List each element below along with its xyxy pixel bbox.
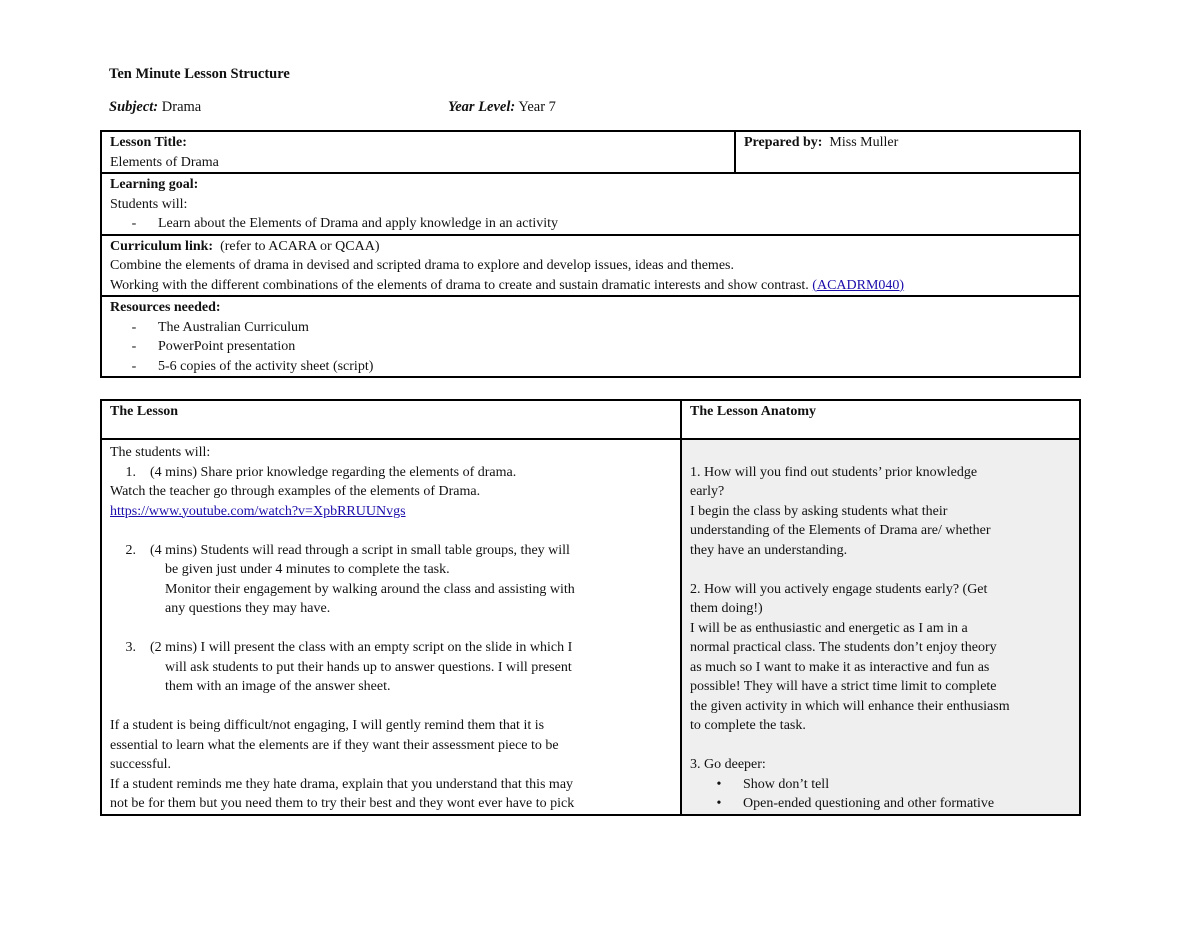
curriculum-line-1: Combine the elements of drama in devised and scripted drama to explore and develop issues, ideas and themes.	[110, 258, 734, 273]
lesson-table	[100, 399, 1081, 816]
curriculum-line-2: Working with the different combinations of the elements of drama to create and sustain dramatic interests and show contrast.	[110, 277, 809, 293]
anatomy-answer-2: the given activity in which will enhance their enthusiasm	[690, 698, 1010, 714]
lesson-title-label: Lesson Title:	[110, 135, 187, 150]
anatomy-answer-1: I begin the class by asking students what their	[690, 503, 948, 519]
lesson-header-cell	[101, 400, 681, 439]
document-title: Ten Minute Lesson Structure	[109, 66, 290, 82]
anatomy-question-2: them doing!)	[690, 601, 763, 616]
anatomy-answer-2: possible! They will have a strict time limit to complete	[690, 679, 997, 694]
lesson-intro: The students will:	[110, 445, 211, 460]
lesson-paragraph-line: not be for them but you need them to try their best and they wont ever have to pick	[110, 796, 575, 811]
lesson-header: The Lesson	[110, 404, 179, 419]
subject-label: Subject:	[109, 99, 159, 115]
anatomy-bullet-item: • Open-ended questioning and other formative	[690, 794, 1071, 814]
lesson-step-2-line: be given just under 4 minutes to complete the task.	[165, 562, 450, 577]
lesson-step-2-line: any questions they may have.	[165, 601, 331, 616]
lesson-title-value: Elements of Drama	[110, 154, 219, 170]
learning-goal-intro: Students will:	[110, 196, 188, 212]
learning-goal-label: Learning goal:	[110, 177, 199, 192]
bullet-icon: •	[716, 796, 722, 811]
lesson-step-3-line: them with an image of the answer sheet.	[165, 679, 391, 694]
curriculum-link-label: Curriculum link:	[110, 238, 214, 254]
resources-cell	[101, 296, 1080, 377]
lesson-paragraph-line: successful.	[110, 757, 172, 772]
lesson-title-cell	[101, 131, 735, 173]
curriculum-code-link[interactable]: (ACADRM040)	[812, 277, 905, 293]
lesson-step-2-line: Monitor their engagement by walking around the class and assisting with	[165, 581, 575, 597]
subject-field	[109, 99, 201, 116]
anatomy-question-2: 2. How will you actively engage students early? (Get	[690, 581, 988, 597]
anatomy-question-3: 3. Go deeper:	[690, 757, 766, 772]
lesson-overview-table	[100, 130, 1081, 378]
subject-value: Drama	[161, 99, 202, 115]
prepared-by-label: Prepared by:	[744, 135, 823, 150]
lesson-paragraph-line: If a student is being difficult/not engaging, I will gently remind them that it is	[110, 718, 545, 733]
curriculum-note: (refer to ACARA or QCAA)	[220, 238, 380, 254]
lesson-step-2: 2. (4 mins) Students will read through a script in small table groups, they will	[125, 542, 570, 558]
lesson-paragraph-line: If a student reminds me they hate drama, explain that you understand that this may	[110, 776, 574, 792]
resources-label: Resources needed:	[110, 300, 221, 315]
anatomy-answer-1: they have an understanding.	[690, 542, 848, 558]
anatomy-header: The Lesson Anatomy	[690, 404, 817, 419]
anatomy-answer-2: to complete the task.	[690, 718, 806, 733]
resource-item: - The Australian Curriculum	[131, 319, 309, 335]
resource-item: - PowerPoint presentation	[131, 339, 296, 354]
anatomy-answer-2: I will be as enthusiastic and energetic as I am in a	[690, 620, 968, 636]
year-level-label: Year Level:	[448, 99, 516, 115]
anatomy-body-cell	[681, 439, 1080, 815]
anatomy-answer-2: as much so I want to make it as interactive and fun as	[690, 659, 990, 675]
anatomy-question-1: 1. How will you find out students’ prior knowledge	[690, 464, 978, 480]
anatomy-header-cell	[681, 400, 1080, 439]
lesson-step-3: 3. (2 mins) I will present the class with an empty script on the slide in which I	[125, 640, 573, 655]
year-level-value: Year 7	[518, 99, 556, 115]
lesson-body-cell	[101, 439, 681, 815]
anatomy-question-1: early?	[690, 484, 725, 499]
resource-item: - 5-6 copies of the activity sheet (script)	[131, 358, 374, 374]
anatomy-answer-1: understanding of the Elements of Drama are/ whether	[690, 523, 991, 538]
youtube-link[interactable]: https://www.youtube.com/watch?v=XpbRRUUNvgs	[110, 503, 406, 519]
lesson-step-3-line: will ask students to put their hands up to answer questions. I will present	[165, 659, 572, 675]
prepared-by-value: Miss Muller	[829, 135, 899, 150]
lesson-paragraph-line: essential to learn what the elements are if they want their assessment piece to be	[110, 737, 559, 753]
bullet-icon: •	[716, 776, 722, 792]
curriculum-link-cell	[101, 235, 1080, 297]
prepared-by-cell	[735, 131, 1080, 173]
learning-goal-cell	[101, 173, 1080, 235]
anatomy-bullet-item: • Show don’t tell	[690, 775, 1071, 795]
anatomy-answer-2: normal practical class. The students don’t enjoy theory	[690, 640, 997, 655]
year-level-field	[448, 99, 556, 116]
lesson-step-1: 1. (4 mins) Share prior knowledge regarding the elements of drama.	[125, 464, 517, 480]
learning-goal-item: - Learn about the Elements of Drama and apply knowledge in an activity	[131, 216, 559, 231]
lesson-step-1-watch: Watch the teacher go through examples of the elements of Drama.	[110, 484, 481, 499]
